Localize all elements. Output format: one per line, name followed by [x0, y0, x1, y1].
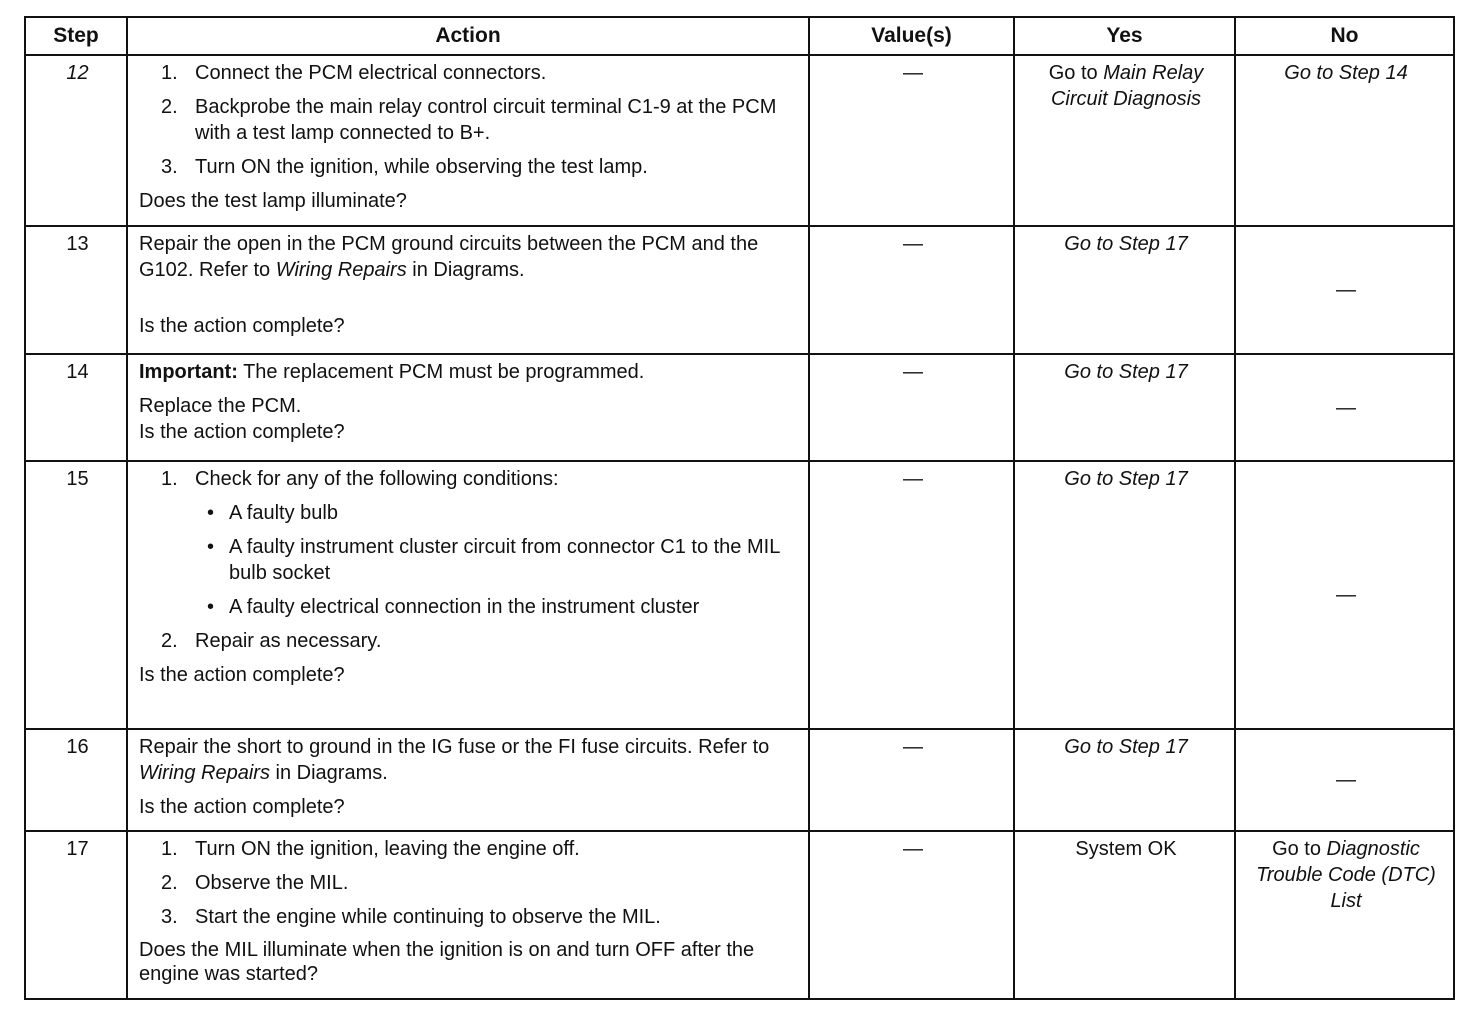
- bullet-item: • A faulty bulb: [207, 502, 338, 524]
- yes-cell: Go to Step 17: [1014, 226, 1235, 354]
- yes-cell: System OK: [1014, 831, 1235, 999]
- no-cell: —: [1235, 354, 1454, 461]
- list-item: 3. Turn ON the ignition, while observing the test lamp.: [161, 156, 648, 178]
- yes-cell: Go to Step 17: [1014, 729, 1235, 831]
- header-action: Action: [127, 17, 809, 55]
- list-item: 2. Observe the MIL.: [161, 872, 349, 894]
- wiring-repairs-link[interactable]: Wiring Repairs: [139, 762, 270, 784]
- action-cell: [127, 55, 809, 226]
- no-cell: Go to Step 14: [1235, 55, 1454, 226]
- header-values: Value(s): [809, 17, 1014, 55]
- table-row: [25, 354, 1454, 461]
- list-item: 2. Backprobe the main relay control circuit terminal C1-9 at the PCM with a test lamp connected to B+.: [161, 96, 777, 144]
- list-item: 1. Turn ON the ignition, leaving the engine off.: [161, 838, 580, 860]
- action-cell: [127, 729, 809, 831]
- action-question: Is the action complete?: [139, 796, 345, 818]
- no-cell: —: [1235, 461, 1454, 729]
- list-item: 3. Start the engine while continuing to observe the MIL.: [161, 906, 661, 928]
- table-row: [25, 729, 1454, 831]
- value-cell: —: [809, 354, 1014, 461]
- list-item: 2. Repair as necessary.: [161, 630, 382, 652]
- value-cell: —: [809, 729, 1014, 831]
- value-cell: —: [809, 461, 1014, 729]
- header-no: No: [1235, 17, 1454, 55]
- yes-cell: Go to Step 17: [1014, 461, 1235, 729]
- yes-cell: Go to Step 17: [1014, 354, 1235, 461]
- step-number: 12: [25, 55, 127, 226]
- value-cell: —: [809, 226, 1014, 354]
- action-question: Is the action complete?: [139, 421, 345, 443]
- table-row: [25, 831, 1454, 999]
- important-note: Important: The replacement PCM must be programmed.: [139, 361, 645, 383]
- table-row: [25, 461, 1454, 729]
- action-text: Replace the PCM.: [139, 395, 302, 417]
- no-cell: Go to Diagnostic Trouble Code (DTC) List: [1235, 831, 1454, 999]
- no-cell: —: [1235, 729, 1454, 831]
- action-text: Repair the short to ground in the IG fuse or the FI fuse circuits. Refer to Wiring Repairs in Diagrams.: [139, 736, 770, 784]
- dtc-list-link[interactable]: Diagnostic Trouble Code (DTC) List: [1256, 838, 1436, 912]
- list-item: 1. Check for any of the following conditions:: [161, 468, 559, 490]
- table-row: [25, 226, 1454, 354]
- step-number: 15: [25, 461, 127, 729]
- step-number: 17: [25, 831, 127, 999]
- action-text: Repair the open in the PCM ground circuits between the PCM and the G102. Refer to Wiring Repairs in Diagrams.: [139, 233, 759, 281]
- table-row: [25, 55, 1454, 226]
- action-cell: [127, 831, 809, 999]
- action-question: Does the test lamp illuminate?: [139, 190, 407, 212]
- step-number: 16: [25, 729, 127, 831]
- value-cell: —: [809, 831, 1014, 999]
- header-yes: Yes: [1014, 17, 1235, 55]
- wiring-repairs-link[interactable]: Wiring Repairs: [275, 259, 407, 281]
- action-cell: [127, 354, 809, 461]
- diagnostic-table: [24, 16, 1455, 1000]
- value-cell: —: [809, 55, 1014, 226]
- header-step: Step: [25, 17, 127, 55]
- bullet-item: • A faulty electrical connection in the instrument cluster: [207, 596, 700, 618]
- action-question: Is the action complete?: [139, 315, 345, 337]
- header-row: [25, 17, 1454, 55]
- step-number: 13: [25, 226, 127, 354]
- action-question: Is the action complete?: [139, 664, 345, 686]
- list-item: 1. Connect the PCM electrical connectors.: [161, 62, 547, 84]
- action-cell: [127, 226, 809, 354]
- step-number: 14: [25, 354, 127, 461]
- action-cell: [127, 461, 809, 729]
- main-relay-link[interactable]: Main Relay Circuit Diagnosis: [1050, 62, 1204, 110]
- bullet-item: • A faulty instrument cluster circuit from connector C1 to the MIL bulb socket: [207, 536, 780, 584]
- no-cell: —: [1235, 226, 1454, 354]
- yes-cell: Go to Main Relay Circuit Diagnosis: [1014, 55, 1235, 226]
- action-question: Does the MIL illuminate when the ignition is on and turn OFF after the engine was started?: [139, 939, 755, 985]
